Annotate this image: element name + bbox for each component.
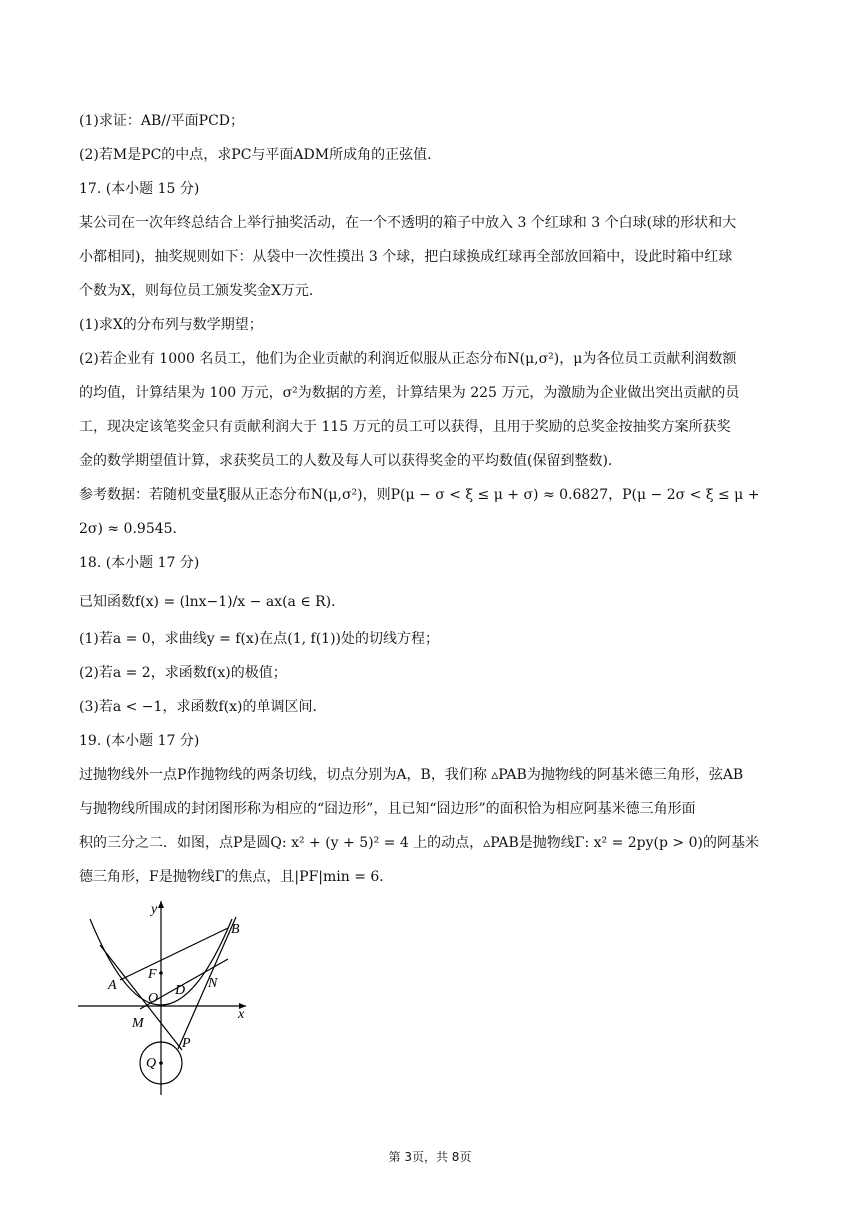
text-line-6: 个数为X，则每位员工颁发奖金X万元． — [79, 283, 323, 299]
text-line-18: (3)若a < −1，求函数f(x)的单调区间． — [79, 699, 327, 715]
text-line-9: 的均值，计算结果为 100 万元，σ²为数据的方差，计算结果为 225 万元，为激励为企业做出突出贡献的员 — [79, 385, 740, 401]
text-line-2: (2)若M是PC的中点，求PC与平面ADM所成角的正弦值． — [79, 147, 442, 163]
text-line-8: (2)若企业有 1000 名员工，他们为企业贡献的利润近似服从正态分布N(μ,σ²)，μ为各位员工贡献利润数额 — [79, 351, 737, 367]
text-line-5: 小都相同)，抽奖规则如下：从袋中一次性摸出 3 个球，把白球换成红球再全部放回箱中，设此时箱中红球 — [79, 249, 733, 265]
label-x: x — [238, 1007, 245, 1022]
label-b: B — [231, 922, 240, 937]
label-n: N — [208, 976, 218, 991]
tangent-line-a — [100, 945, 182, 1050]
text-line-17: (2)若a = 2，求函数f(x)的极值； — [79, 665, 287, 681]
text-line-12: 参考数据：若随机变量ξ服从正态分布N(μ,σ²)，则P(μ − σ < ξ ≤ μ + σ) ≈ 0.6827，P(μ − 2σ < ξ ≤ μ + — [79, 487, 760, 503]
page-footer: 第 3页，共 8页 — [388, 1150, 472, 1164]
parabola-figure — [78, 895, 258, 1095]
label-q: Q — [146, 1056, 157, 1071]
text-line-10: 工，现决定该笔奖金只有贡献利润大于 115 万元的员工可以获得，且用于奖励的总奖金按抽奖方案所获奖 — [79, 419, 731, 435]
text-line-16: (1)若a = 0，求曲线y = f(x)在点(1, f(1))处的切线方程； — [79, 631, 440, 647]
text-line-13: 2σ) ≈ 0.9545． — [79, 521, 187, 537]
label-o: O — [148, 991, 159, 1006]
text-line-4: 某公司在一次年终总结合上举行抽奖活动，在一个不透明的箱子中放入 3 个红球和 3 个白球(球的形状和大 — [79, 215, 737, 231]
text-line-21: 与抛物线所围成的封闭图形称为相应的“囧边形”，且已知“囧边形”的面积恰为相应阿基米德三角形面 — [79, 801, 696, 817]
text-line-23: 德三角形，F是抛物线Γ的焦点，且|PF|min = 6． — [79, 869, 394, 885]
text-line-15: 已知函数f(x) = (lnx−1)/x − ax(a ∈ R)． — [79, 594, 346, 610]
text-line-11: 金的数学期望值计算，求获奖员工的人数及每人可以获得奖金的平均数值(保留到整数)． — [79, 453, 622, 469]
label-y: y — [151, 902, 158, 917]
center-q-point — [159, 1061, 163, 1065]
label-d: D — [175, 983, 186, 998]
focus-point — [159, 971, 163, 975]
label-a: A — [108, 978, 117, 993]
text-line-7: (1)求X的分布列与数学期望； — [79, 317, 263, 333]
question-18-header: 18. (本小题 17 分) — [79, 555, 200, 571]
y-axis-arrow — [158, 901, 164, 908]
text-line-20: 过抛物线外一点P作抛物线的两条切线，切点分别为A，B，我们称 ▵PAB为抛物线的阿基米德三角形，弦AB — [79, 767, 744, 783]
text-line-22: 积的三分之二．如图，点P是圆Q: x² + (y + 5)² = 4 上的动点，▵PAB是抛物线Γ: x² = 2py(p > 0)的阿基米 — [79, 835, 759, 851]
question-17-header: 17. (本小题 15 分) — [79, 181, 200, 197]
text-line-1: (1)求证：AB//平面PCD； — [79, 113, 245, 129]
question-19-header: 19. (本小题 17 分) — [79, 733, 200, 749]
label-p: P — [182, 1036, 191, 1051]
label-m: M — [132, 1016, 144, 1031]
label-f: F — [148, 967, 157, 982]
